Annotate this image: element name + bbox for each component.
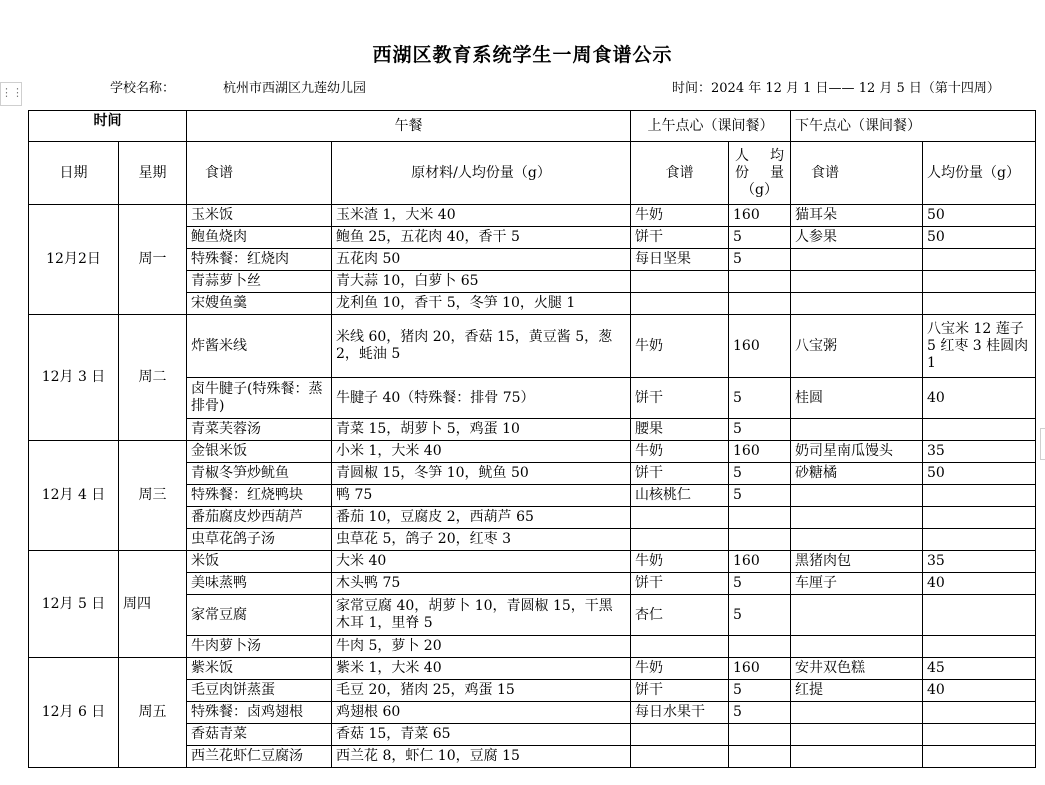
ingredients-cell: 青菜 15，胡萝卜 5，鸡蛋 10: [332, 419, 631, 441]
am-portion-cell: [729, 636, 791, 658]
pm-portion-cell: [923, 746, 1036, 768]
day-weekday-cell: 周五: [119, 658, 187, 768]
pm-snack-cell: 车厘子: [791, 573, 923, 595]
ingredients-cell: 青大蒜 10，白萝卜 65: [332, 271, 631, 293]
am-portion-cell: 160: [729, 441, 791, 463]
lunch-dish-cell: 家常豆腐: [187, 595, 332, 636]
ingredients-cell: 龙利鱼 10，香干 5，冬笋 10，火腿 1: [332, 293, 631, 315]
day-weekday-cell: 周三: [119, 441, 187, 551]
lunch-dish-cell: 牛肉萝卜汤: [187, 636, 332, 658]
am-snack-cell: [631, 529, 729, 551]
pm-snack-cell: [791, 636, 923, 658]
pm-portion-cell: [923, 724, 1036, 746]
lunch-dish-cell: 特殊餐：红烧鸭块: [187, 485, 332, 507]
am-portion-cell: [729, 293, 791, 315]
am-snack-cell: 每日坚果: [631, 249, 729, 271]
pm-snack-cell: [791, 746, 923, 768]
ingredients-cell: 鲍鱼 25，五花肉 40，香干 5: [332, 227, 631, 249]
pm-portion-cell: [923, 529, 1036, 551]
pm-snack-cell: [791, 724, 923, 746]
day-weekday-cell: 周二: [119, 315, 187, 441]
am-portion-cell: 160: [729, 205, 791, 227]
header-am-portion: 人 均 份 量 （g）: [729, 142, 791, 205]
ingredients-cell: 家常豆腐 40，胡萝卜 10，青圆椒 15，干黑木耳 1，里脊 5: [332, 595, 631, 636]
am-snack-cell: 饼干: [631, 463, 729, 485]
pm-portion-cell: 40: [923, 573, 1036, 595]
lunch-dish-cell: 香菇青菜: [187, 724, 332, 746]
am-snack-cell: 饼干: [631, 227, 729, 249]
pm-portion-cell: [923, 249, 1036, 271]
am-snack-cell: 饼干: [631, 680, 729, 702]
am-portion-cell: 5: [729, 227, 791, 249]
am-snack-cell: 牛奶: [631, 205, 729, 227]
table-move-handle[interactable]: [0, 82, 22, 106]
ingredients-cell: 番茄 10，豆腐皮 2，西葫芦 65: [332, 507, 631, 529]
pm-snack-cell: 人参果: [791, 227, 923, 249]
pm-portion-cell: [923, 636, 1036, 658]
lunch-dish-cell: 紫米饭: [187, 658, 332, 680]
header-ingredients: 原材料/人均份量（g）: [332, 142, 631, 205]
am-portion-cell: 5: [729, 573, 791, 595]
ingredients-cell: 大米 40: [332, 551, 631, 573]
ingredients-cell: 木头鸭 75: [332, 573, 631, 595]
day-date-cell: 12月2日: [29, 205, 119, 315]
ingredients-cell: 香菇 15，青菜 65: [332, 724, 631, 746]
header-date: 日期: [29, 142, 119, 205]
header-pm-portion: 人均份量（g）: [923, 142, 1036, 205]
am-portion-cell: 5: [729, 378, 791, 419]
pm-snack-cell: [791, 419, 923, 441]
ingredients-cell: 青圆椒 15，冬笋 10，鱿鱼 50: [332, 463, 631, 485]
table-row: [29, 551, 1036, 573]
ingredients-cell: 虫草花 5，鸽子 20，红枣 3: [332, 529, 631, 551]
header-am-snack: 上午点心（课间餐）: [631, 111, 791, 142]
pm-snack-cell: [791, 529, 923, 551]
pm-snack-cell: [791, 507, 923, 529]
pm-snack-cell: [791, 485, 923, 507]
am-snack-cell: 饼干: [631, 573, 729, 595]
am-snack-cell: 饼干: [631, 378, 729, 419]
am-portion-cell: 160: [729, 551, 791, 573]
am-portion-cell: 5: [729, 485, 791, 507]
lunch-dish-cell: 米饭: [187, 551, 332, 573]
am-portion-cell: [729, 271, 791, 293]
pm-snack-cell: [791, 293, 923, 315]
ingredients-cell: 西兰花 8，虾仁 10，豆腐 15: [332, 746, 631, 768]
pm-snack-cell: 砂糖橘: [791, 463, 923, 485]
header-dish: 食谱: [187, 142, 332, 205]
lunch-dish-cell: 鲍鱼烧肉: [187, 227, 332, 249]
ingredients-cell: 牛肉 5，萝卜 20: [332, 636, 631, 658]
pm-portion-cell: [923, 702, 1036, 724]
pm-portion-cell: 35: [923, 441, 1036, 463]
day-weekday-cell: 周一: [119, 205, 187, 315]
pm-portion-cell: 40: [923, 378, 1036, 419]
lunch-dish-cell: 西兰花虾仁豆腐汤: [187, 746, 332, 768]
pm-portion-cell: 35: [923, 551, 1036, 573]
weekly-menu-table: [28, 110, 1036, 768]
day-weekday-cell: 周四: [119, 551, 187, 658]
am-portion-cell: 160: [729, 315, 791, 378]
ingredients-cell: 五花肉 50: [332, 249, 631, 271]
pm-snack-cell: 红提: [791, 680, 923, 702]
page-title: 西湖区教育系统学生一周食谱公示: [372, 44, 673, 66]
header-am-dish: 食谱: [631, 142, 729, 205]
pm-snack-cell: 黑猪肉包: [791, 551, 923, 573]
header-pm-snack: 下午点心（课间餐）: [791, 111, 1036, 142]
lunch-dish-cell: 毛豆肉饼蒸蛋: [187, 680, 332, 702]
pm-portion-cell: [923, 507, 1036, 529]
pm-snack-cell: [791, 702, 923, 724]
pm-portion-cell: 50: [923, 205, 1036, 227]
grip-icon: ⋮⋮: [1, 86, 23, 99]
am-snack-cell: 腰果: [631, 419, 729, 441]
lunch-dish-cell: 美味蒸鸭: [187, 573, 332, 595]
lunch-dish-cell: 炸酱米线: [187, 315, 332, 378]
header-row-2: [29, 142, 1036, 205]
am-portion-cell: 5: [729, 680, 791, 702]
pm-snack-cell: 猫耳朵: [791, 205, 923, 227]
am-snack-cell: [631, 746, 729, 768]
scroll-edge-handle[interactable]: [1040, 428, 1045, 460]
lunch-dish-cell: 番茄腐皮炒西葫芦: [187, 507, 332, 529]
am-portion-cell: 5: [729, 702, 791, 724]
am-portion-cell: [729, 724, 791, 746]
lunch-dish-cell: 特殊餐：卤鸡翅根: [187, 702, 332, 724]
ingredients-cell: 牛腱子 40（特殊餐：排骨 75）: [332, 378, 631, 419]
pm-portion-cell: [923, 595, 1036, 636]
am-snack-cell: [631, 293, 729, 315]
am-snack-cell: [631, 271, 729, 293]
am-portion-cell: 5: [729, 595, 791, 636]
lunch-dish-cell: 卤牛腱子(特殊餐：蒸排骨): [187, 378, 332, 419]
ingredients-cell: 玉米渣 1，大米 40: [332, 205, 631, 227]
ingredients-cell: 米线 60，猪肉 20，香菇 15，黄豆酱 5，葱 2，蚝油 5: [332, 315, 631, 378]
pm-portion-cell: 50: [923, 227, 1036, 249]
am-snack-cell: 牛奶: [631, 551, 729, 573]
table-row: [29, 205, 1036, 227]
am-portion-cell: 5: [729, 249, 791, 271]
header-time: 时间: [29, 111, 187, 142]
am-portion-cell: 160: [729, 658, 791, 680]
pm-portion-cell: [923, 271, 1036, 293]
day-date-cell: 12月 4 日: [29, 441, 119, 551]
am-portion-cell: [729, 529, 791, 551]
date-range: 时间：2024 年 12 月 1 日—— 12 月 5 日（第十四周）: [672, 81, 1000, 96]
header-lunch: 午餐: [187, 111, 631, 142]
lunch-dish-cell: 青蒜萝卜丝: [187, 271, 332, 293]
ingredients-cell: 紫米 1，大米 40: [332, 658, 631, 680]
ingredients-cell: 鸡翅根 60: [332, 702, 631, 724]
ingredients-cell: 毛豆 20，猪肉 25，鸡蛋 15: [332, 680, 631, 702]
lunch-dish-cell: 青椒冬笋炒鱿鱼: [187, 463, 332, 485]
am-portion-cell: 5: [729, 419, 791, 441]
pm-portion-cell: 50: [923, 463, 1036, 485]
am-snack-cell: 每日水果干: [631, 702, 729, 724]
day-date-cell: 12月 5 日: [29, 551, 119, 658]
lunch-dish-cell: 玉米饭: [187, 205, 332, 227]
header-weekday: 星期: [119, 142, 187, 205]
ingredients-cell: 小米 1，大米 40: [332, 441, 631, 463]
am-portion-cell: 5: [729, 463, 791, 485]
school-name: 杭州市西湖区九莲幼儿园: [223, 81, 367, 96]
pm-portion-cell: 45: [923, 658, 1036, 680]
am-snack-cell: [631, 724, 729, 746]
header-pm-dish: 食谱: [791, 142, 923, 205]
am-snack-cell: 杏仁: [631, 595, 729, 636]
pm-snack-cell: [791, 271, 923, 293]
am-snack-cell: 牛奶: [631, 441, 729, 463]
lunch-dish-cell: 青菜芙蓉汤: [187, 419, 332, 441]
school-label: 学校名称：: [110, 81, 176, 96]
pm-portion-cell: [923, 485, 1036, 507]
am-snack-cell: 牛奶: [631, 658, 729, 680]
pm-snack-cell: [791, 595, 923, 636]
table-row: [29, 658, 1036, 680]
day-date-cell: 12月 3 日: [29, 315, 119, 441]
lunch-dish-cell: 宋嫂鱼羹: [187, 293, 332, 315]
table-row: [29, 441, 1036, 463]
header-row-1: [29, 111, 1036, 142]
am-snack-cell: 牛奶: [631, 315, 729, 378]
lunch-dish-cell: 特殊餐：红烧肉: [187, 249, 332, 271]
pm-portion-cell: 40: [923, 680, 1036, 702]
pm-portion-cell: [923, 293, 1036, 315]
lunch-dish-cell: 虫草花鸽子汤: [187, 529, 332, 551]
pm-snack-cell: 奶司星南瓜馒头: [791, 441, 923, 463]
am-snack-cell: 山核桃仁: [631, 485, 729, 507]
table-row: [29, 315, 1036, 378]
am-portion-cell: [729, 746, 791, 768]
pm-snack-cell: 安井双色糕: [791, 658, 923, 680]
day-date-cell: 12月 6 日: [29, 658, 119, 768]
lunch-dish-cell: 金银米饭: [187, 441, 332, 463]
ingredients-cell: 鸭 75: [332, 485, 631, 507]
pm-portion-cell: [923, 419, 1036, 441]
am-snack-cell: [631, 507, 729, 529]
pm-snack-cell: 八宝粥: [791, 315, 923, 378]
am-snack-cell: [631, 636, 729, 658]
pm-snack-cell: 桂圆: [791, 378, 923, 419]
am-portion-cell: [729, 507, 791, 529]
pm-portion-cell: 八宝米 12 莲子 5 红枣 3 桂圆肉 1: [923, 315, 1036, 378]
pm-snack-cell: [791, 249, 923, 271]
